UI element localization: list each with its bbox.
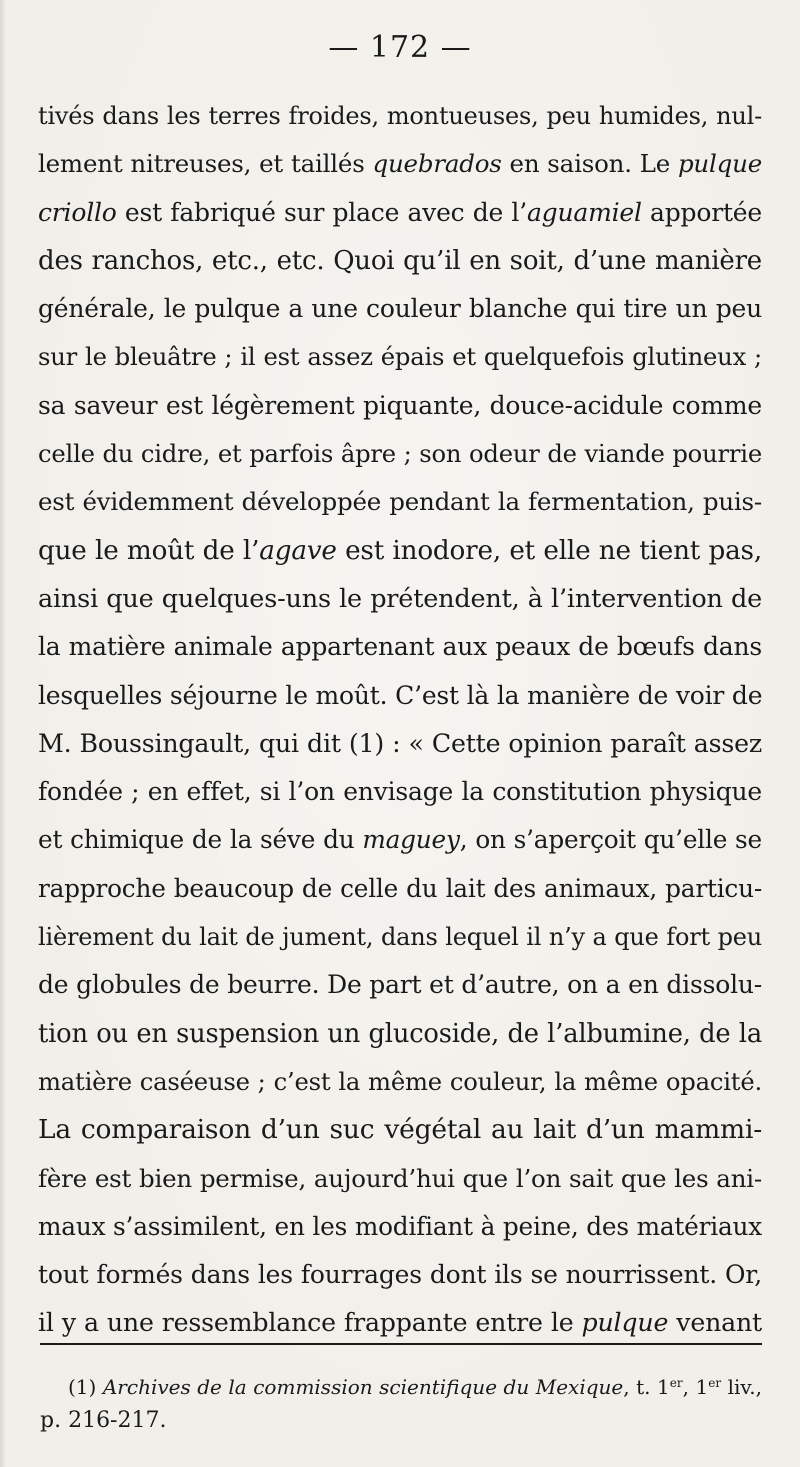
footnote-source-title: Archives de la commission scientifique du Mexique [102, 1375, 624, 1399]
text-line [38, 720, 762, 768]
text-line [38, 430, 762, 478]
text-run: tivés dans les terres froides, montueuses, peu humides, nul- [38, 102, 762, 130]
italic-term: pulque [677, 149, 762, 179]
text-run: est inodore, et elle ne tient pas, [336, 535, 762, 566]
text-run: sur le bleuâtre ; il est assez épais et quelquefois glutineux ; [38, 342, 762, 372]
body-text [38, 92, 762, 1348]
text-line [38, 575, 762, 623]
text-line [38, 1010, 762, 1058]
text-run: matière caséeuse ; c’est la même couleur, la même opacité. [38, 1066, 762, 1096]
text-run: tout formés dans les fourrages dont ils se nourrissent. Or, [38, 1260, 762, 1290]
text-run: ainsi que quelques-uns le prétendent, à l’intervention de [38, 583, 762, 614]
footnote-volume-prefix: , t. [623, 1375, 658, 1399]
footnote-rule [40, 1343, 762, 1345]
italic-term: quebrados [372, 149, 502, 179]
footnote-pages: p. 216-217. [40, 1408, 167, 1433]
text-run: est fabriqué sur place avec de l’ [116, 197, 527, 227]
text-line [38, 140, 762, 188]
text-run: sa saveur est légèrement piquante, douce-acidule comme [38, 390, 762, 420]
footnote [40, 1370, 762, 1438]
footnote-issue-num: 1 [695, 1375, 709, 1399]
text-run: La comparaison d’un suc végétal au lait d’un mammi- [38, 1114, 762, 1146]
text-run: fondée ; en effet, si l’on envisage la constitution physique [38, 777, 762, 807]
footnote-issue-suffix: liv., [721, 1375, 763, 1399]
text-run: en saison. Le [501, 149, 678, 179]
footnote-line-1 [40, 1370, 762, 1404]
text-run: générale, le pulque a une couleur blanche qui tire un peu [38, 294, 762, 324]
text-line [38, 768, 762, 816]
text-run: et chimique de la séve du [38, 825, 363, 855]
text-run: apportée [641, 197, 762, 227]
italic-term: agave [259, 535, 337, 566]
text-run: M. Boussingault, qui dit (1) : « Cette opinion paraît assez [38, 728, 762, 758]
text-run: lement nitreuses, et taillés [38, 149, 373, 179]
italic-term: pulque [581, 1308, 669, 1338]
text-line [38, 285, 762, 333]
text-run: est évidemment développée pendant la fermentation, puis- [38, 487, 762, 517]
text-line [38, 1251, 762, 1299]
text-line [38, 527, 762, 575]
text-run: celle du cidre, et parfois âpre ; son odeur de viande pourrie [38, 439, 762, 469]
text-run: , on s’aperçoit qu’elle se [459, 825, 762, 855]
text-run: lesquelles séjourne le moût. C’est là la manière de voir de [38, 680, 763, 710]
text-line [38, 1155, 762, 1203]
text-run: lièrement du lait de jument, dans lequel il n’y a que fort peu [38, 923, 762, 952]
text-run: de globules de beurre. De part et d’autre, on a en dissolu- [38, 970, 763, 1000]
page-number: — 172 — [328, 30, 472, 65]
text-line [38, 478, 762, 526]
text-run: maux s’assimilent, en les modifiant à peine, des matériaux [38, 1211, 762, 1241]
italic-term: maguey [362, 825, 460, 855]
footnote-volume-sup: er [669, 1375, 683, 1390]
text-line [38, 1203, 762, 1251]
text-run: il y a une ressemblance frappante entre le [38, 1308, 582, 1338]
page-edge-shadow [0, 0, 6, 1467]
text-run: que le moût de l’ [38, 535, 260, 566]
footnote-issue-sup: er [708, 1375, 722, 1390]
footnote-volume-num: 1 [657, 1375, 670, 1399]
footnote-issue-sep: , [682, 1375, 696, 1399]
text-line [38, 913, 762, 961]
text-line [38, 189, 762, 237]
text-line [38, 333, 762, 381]
text-run: rapproche beaucoup de celle du lait des animaux, particu- [38, 873, 762, 903]
text-line [38, 1106, 762, 1154]
text-line [38, 1299, 762, 1347]
text-run: tion ou en suspension un glucoside, de l’albumine, de la [38, 1018, 762, 1049]
italic-term: aguamiel [526, 197, 642, 227]
italic-term: criollo [38, 197, 117, 227]
text-line [38, 816, 762, 864]
text-line [38, 672, 762, 720]
text-run: venant [668, 1308, 763, 1338]
text-line [38, 623, 762, 671]
text-line [38, 1058, 762, 1106]
text-run: la matière animale appartenant aux peaux de bœufs dans [38, 632, 762, 662]
footnote-marker: (1) [68, 1375, 97, 1399]
text-run: fère est bien permise, aujourd’hui que l’on sait que les ani- [38, 1163, 762, 1193]
text-run: des ranchos, etc., etc. Quoi qu’il en soit, d’une manière [38, 245, 762, 276]
text-line [38, 237, 762, 285]
text-line [38, 92, 762, 140]
text-line [38, 382, 762, 430]
text-line [38, 961, 762, 1009]
text-line [38, 865, 762, 913]
